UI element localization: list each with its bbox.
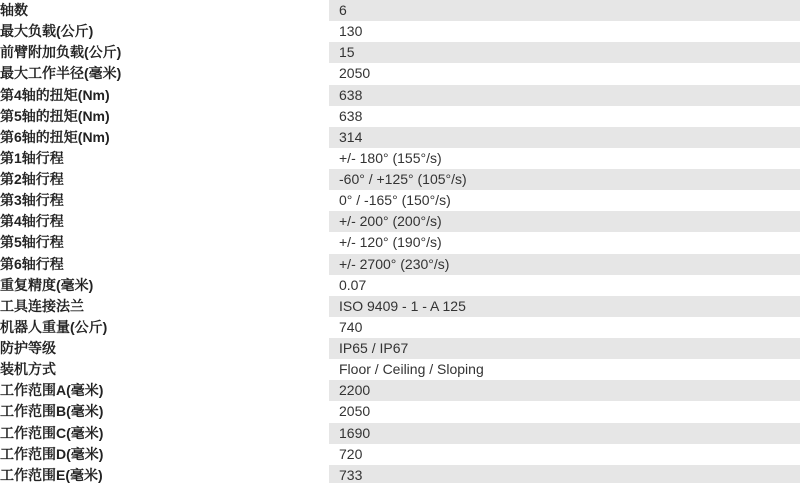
- spec-row: [0, 21, 800, 42]
- spec-label: 工作范围B(毫米): [0, 401, 329, 422]
- spec-label: 第4轴行程: [0, 211, 329, 232]
- spec-row: [0, 275, 800, 296]
- spec-value: 314: [329, 127, 800, 148]
- spec-label: 最大负载(公斤): [0, 21, 329, 42]
- spec-value: 638: [329, 85, 800, 106]
- spec-value: Floor / Ceiling / Sloping: [329, 359, 800, 380]
- spec-row: [0, 127, 800, 148]
- spec-value: 2050: [329, 63, 800, 84]
- spec-value: 15: [329, 42, 800, 63]
- spec-value: 733: [329, 465, 800, 483]
- spec-row: [0, 211, 800, 232]
- spec-label: 工作范围A(毫米): [0, 380, 329, 401]
- spec-value: ISO 9409 - 1 - A 125: [329, 296, 800, 317]
- spec-label: 轴数: [0, 0, 329, 21]
- spec-value: +/- 120° (190°/s): [329, 232, 800, 253]
- spec-value: 6: [329, 0, 800, 21]
- spec-row: [0, 296, 800, 317]
- spec-label: 第2轴行程: [0, 169, 329, 190]
- spec-label: 机器人重量(公斤): [0, 317, 329, 338]
- spec-label: 防护等级: [0, 338, 329, 359]
- spec-value: 2200: [329, 380, 800, 401]
- spec-row: [0, 359, 800, 380]
- spec-row: [0, 190, 800, 211]
- spec-label: 工具连接法兰: [0, 296, 329, 317]
- spec-label: 工作范围E(毫米): [0, 465, 329, 483]
- spec-row: [0, 232, 800, 253]
- spec-label: 前臂附加负载(公斤): [0, 42, 329, 63]
- spec-label: 装机方式: [0, 359, 329, 380]
- spec-value: 720: [329, 444, 800, 465]
- spec-label: 第5轴行程: [0, 232, 329, 253]
- spec-label: 第6轴的扭矩(Nm): [0, 127, 329, 148]
- spec-value: IP65 / IP67: [329, 338, 800, 359]
- spec-value: -60° / +125° (105°/s): [329, 169, 800, 190]
- spec-value: +/- 180° (155°/s): [329, 148, 800, 169]
- spec-value: 638: [329, 106, 800, 127]
- spec-row: [0, 401, 800, 422]
- spec-value: 0.07: [329, 275, 800, 296]
- spec-row: [0, 42, 800, 63]
- spec-label: 重复精度(毫米): [0, 275, 329, 296]
- spec-label: 最大工作半径(毫米): [0, 63, 329, 84]
- spec-row: [0, 380, 800, 401]
- spec-row: [0, 0, 800, 21]
- spec-value: 2050: [329, 401, 800, 422]
- spec-row: [0, 465, 800, 483]
- spec-row: [0, 254, 800, 275]
- spec-row: [0, 317, 800, 338]
- spec-label: 第5轴的扭矩(Nm): [0, 106, 329, 127]
- spec-label: 第6轴行程: [0, 254, 329, 275]
- spec-label: 工作范围D(毫米): [0, 444, 329, 465]
- spec-value: 740: [329, 317, 800, 338]
- spec-row: [0, 148, 800, 169]
- spec-value: 130: [329, 21, 800, 42]
- spec-value: 1690: [329, 423, 800, 444]
- spec-row: [0, 444, 800, 465]
- spec-value: +/- 200° (200°/s): [329, 211, 800, 232]
- spec-label: 第4轴的扭矩(Nm): [0, 85, 329, 106]
- spec-row: [0, 338, 800, 359]
- spec-row: [0, 169, 800, 190]
- spec-row: [0, 85, 800, 106]
- spec-row: [0, 423, 800, 444]
- spec-value: 0° / -165° (150°/s): [329, 190, 800, 211]
- spec-label: 第1轴行程: [0, 148, 329, 169]
- spec-row: [0, 63, 800, 84]
- spec-row: [0, 106, 800, 127]
- spec-value: +/- 2700° (230°/s): [329, 254, 800, 275]
- spec-label: 第3轴行程: [0, 190, 329, 211]
- spec-label: 工作范围C(毫米): [0, 423, 329, 444]
